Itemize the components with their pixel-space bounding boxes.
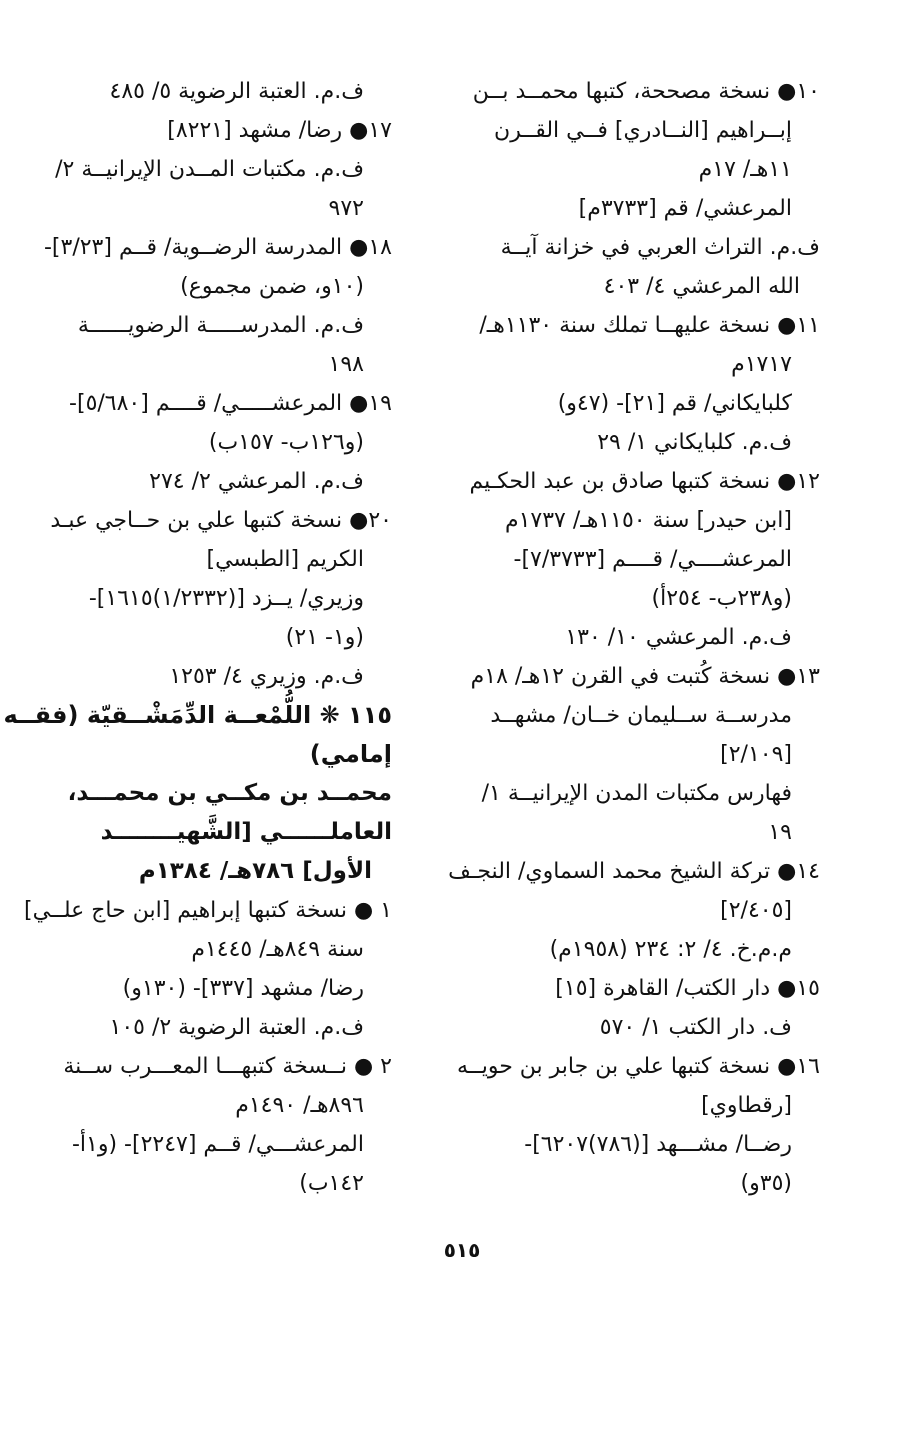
text-line: ف.م. التراث العربي في خزانة آيــة <box>500 235 820 260</box>
text-line: ف.م. المرعشي ٢/ ٢٧٤ <box>149 469 364 494</box>
text-line: ٩٧٢ <box>328 196 364 221</box>
text-line: ١٤٢ب) <box>299 1171 364 1196</box>
text-line: (٣٥و) <box>740 1171 792 1196</box>
text-line: ف.م. المرعشي ١٠/ ١٣٠ <box>565 625 792 650</box>
text-line: كلبايكاني/ قم [٢١]- (٤٧و) <box>557 391 792 416</box>
text-line: فهارس مكتبات المدن الإيرانيــة ١/ <box>481 781 792 806</box>
text-line: ف.م. المدرســـــة الرضويــــــة <box>77 313 364 338</box>
text-line: سنة ٨٤٩هـ/ ١٤٤٥م <box>191 937 364 962</box>
text-line: ١١هـ/ ١٧م <box>698 157 792 182</box>
text-line: ١٨● المدرسة الرضــوية/ قــم [٣/٢٣]- <box>43 235 392 260</box>
text-line: رضــا/ مشـــهد [(٧٨٦)٦٢٠٧]- <box>524 1132 792 1157</box>
text-line: ١٥● دار الكتب/ القاهرة [١٥] <box>555 976 820 1001</box>
text-line: [رقطاوي] <box>701 1093 792 1118</box>
text-line: [٢/٤٠٥] <box>720 898 792 923</box>
text-line: [ابن حيدر] سنة ١١٥٠هـ/ ١٧٣٧م <box>504 508 792 533</box>
text-line: ١٩● المرعشـــــي/ قــــم [٥/٦٨٠]- <box>69 391 392 416</box>
text-line: ١٢● نسخة كتبها صادق بن عبد الحكـيم <box>469 469 820 494</box>
text-line: الأول] ٧٨٦هـ/ ١٣٨٤م <box>138 858 372 884</box>
text-line: ١٤● تركة الشيخ محمد السماوي/ النجـف <box>448 859 820 884</box>
text-line: وزيري/ يــزد [(١/٢٣٣٢)١٦١٥]- <box>88 586 364 611</box>
text-line: ١١٥ ❋ اللُّمْعــة الدِّمَشْــقيّة (فقــه <box>3 701 392 729</box>
text-line: إمامي) <box>309 740 392 768</box>
text-line: المرعشـــي/ قــم [٢٢٤٧]- (و١أ- <box>71 1132 364 1157</box>
right-column <box>448 72 820 1203</box>
text-line: رضا/ مشهد [٣٣٧]- (١٣٠و) <box>122 976 364 1001</box>
text-line: المرعشي/ قم [٣٧٣٣م] <box>578 196 792 221</box>
text-line: (١٠و، ضمن مجموع) <box>180 274 364 299</box>
text-line: ٨٩٦هـ/ ١٤٩٠م <box>235 1093 364 1118</box>
text-line: ١٦● نسخة كتبها علي بن جابر بن حويــه <box>457 1054 820 1079</box>
text-line: ٢ ● نــسخة كتبهـــا المعـــرب ســنة <box>63 1054 392 1079</box>
text-line: المرعشــــي/ قــــم [٧/٣٧٣٣]- <box>513 547 792 572</box>
text-line: [٢/١٠٩] <box>720 742 792 767</box>
text-line: ف.م. وزيري ٤/ ١٢٥٣ <box>169 664 364 689</box>
text-line: (و١٢٦ب- ١٥٧ب) <box>208 430 364 455</box>
text-line: محمــد بن مكــي بن محمـــد، <box>67 780 392 806</box>
text-line: ١٩ <box>768 820 792 845</box>
text-line: (و١- ٢١) <box>285 625 364 650</box>
text-line: ف.م. مكتبات المــدن الإيرانيــة ٢/ <box>55 157 364 182</box>
page-number: ٥١٥ <box>443 1238 481 1262</box>
text-line: الكريم [الطبسي] <box>206 547 364 572</box>
text-line: ف. دار الكتب ١/ ٥٧٠ <box>599 1015 792 1040</box>
text-line: ١ ● نسخة كتبها إبراهيم [ابن حاج علــي] <box>24 898 392 923</box>
text-line: ١٧١٧م <box>731 352 792 377</box>
text-line: إبــراهيم [النــادري] فــي القــرن <box>494 118 792 143</box>
text-line: ف.م. العتبة الرضوية ٢/ ١٠٥ <box>109 1015 364 1040</box>
text-line: (و٢٣٨ب- ٢٥٤أ) <box>651 586 792 611</box>
left-column <box>3 72 392 1203</box>
text-line: ١٠● نسخة مصححة، كتبها محمــد بــن <box>472 79 820 104</box>
text-line: ١٧● رضا/ مشهد [٨٢٢١] <box>167 118 392 143</box>
text-line: ١٩٨ <box>328 352 364 377</box>
text-line: م.م.خ. ٤/ ٢: ٢٣٤ (١٩٥٨م) <box>549 937 792 962</box>
text-line: ف.م. كلبايكاني ١/ ٢٩ <box>597 430 792 455</box>
text-line: مدرســة ســليمان خــان/ مشهــد <box>490 703 792 728</box>
text-line: العاملــــــي [الشَّهيــــــــد <box>100 819 392 845</box>
text-line: الله المرعشي ٤/ ٤٠٣ <box>603 274 800 299</box>
text-line: ١٣● نسخة كُتبت في القرن ١٢هـ/ ١٨م <box>470 664 820 689</box>
text-line: ٢٠● نسخة كتبها علي بن حــاجي عبـد <box>50 508 392 533</box>
text-line: ١١● نسخة عليهــا تملك سنة ١١٣٠هـ/ <box>479 313 820 338</box>
text-line: ف.م. العتبة الرضوية ٥/ ٤٨٥ <box>109 79 364 104</box>
